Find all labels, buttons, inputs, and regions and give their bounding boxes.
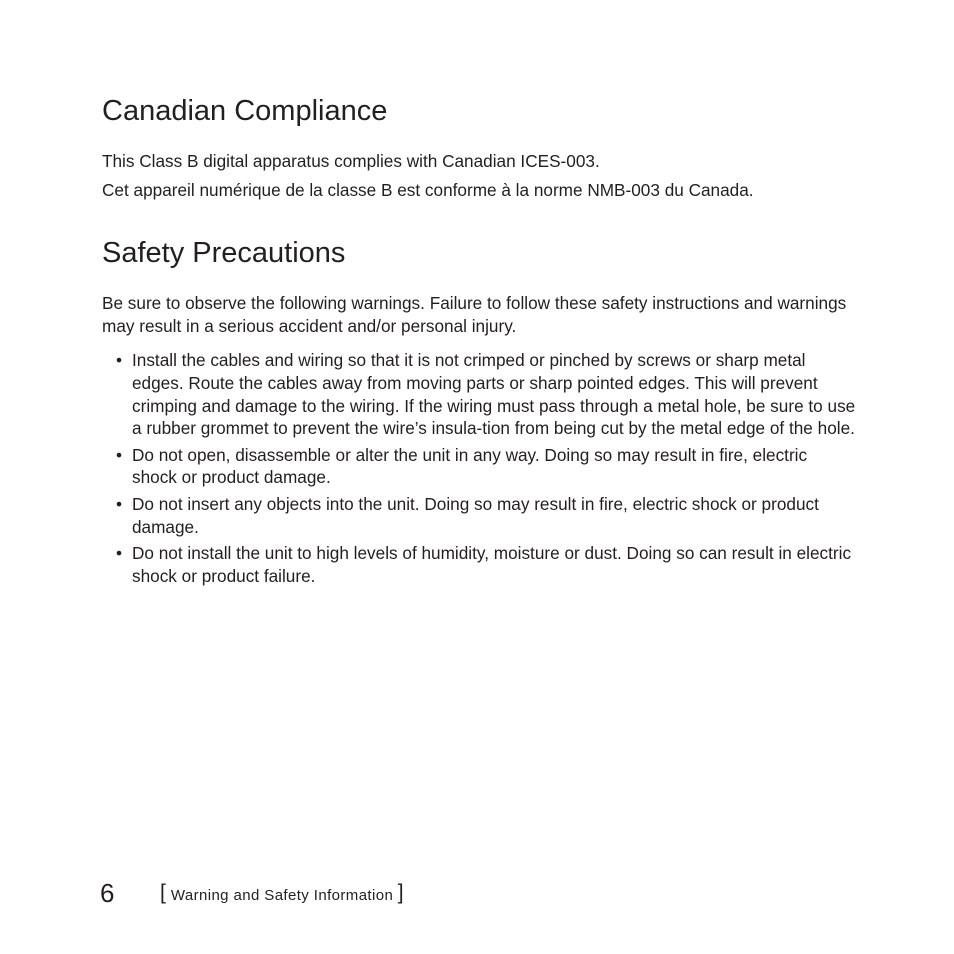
bullet-marker: •	[116, 444, 123, 465]
bullet-text: Do not insert any objects into the unit. Doing so may result in fire, electric shock or product damage.	[132, 493, 819, 537]
bullet-text: Install the cables and wiring so that it is not crimped or pinched by screws or sharp metal edges. Route the cables away from moving parts or sharp pointed edges. This will prevent crimping and damage to the wiring. If the wiring must pass through a metal hole, be sure to use a rubber grommet to prevent the wire’s insula-tion from being cut by the metal edge of the hole.	[132, 350, 856, 439]
bullet-text: Do not open, disassemble or alter the unit in any way. Doing so may result in fire, electric shock or product damage.	[132, 444, 808, 488]
list-item	[116, 542, 856, 588]
list-item	[116, 493, 856, 539]
page-number: 6	[100, 878, 115, 908]
bullet-marker: •	[116, 350, 123, 370]
safety-intro-paragraph: Be sure to observe the following warnings. Failure to follow these safety instructions and warnings may result in a serious accident and/or personal injury.	[102, 293, 847, 336]
open-bracket: [	[160, 881, 167, 904]
list-item	[116, 444, 856, 490]
ices-statement: This Class B digital apparatus complies with Canadian ICES-003.	[102, 151, 600, 171]
section-title: Warning and Safety Information	[170, 887, 394, 904]
footer-section-label	[160, 882, 404, 907]
canadian-compliance-heading: Canadian Compliance	[102, 95, 388, 127]
nmb-statement: Cet appareil numérique de la classe B est conforme à la norme NMB-003 du Canada.	[102, 180, 754, 200]
list-item	[116, 349, 856, 440]
close-bracket: ]	[397, 881, 405, 904]
safety-bullet-list	[116, 349, 856, 591]
bullet-text: Do not install the unit to high levels of humidity, moisture or dust. Doing so can result in electric shock or product failure.	[132, 542, 852, 586]
safety-precautions-heading: Safety Precautions	[102, 237, 346, 269]
bullet-marker: •	[116, 542, 123, 563]
bullet-marker: •	[116, 493, 123, 514]
